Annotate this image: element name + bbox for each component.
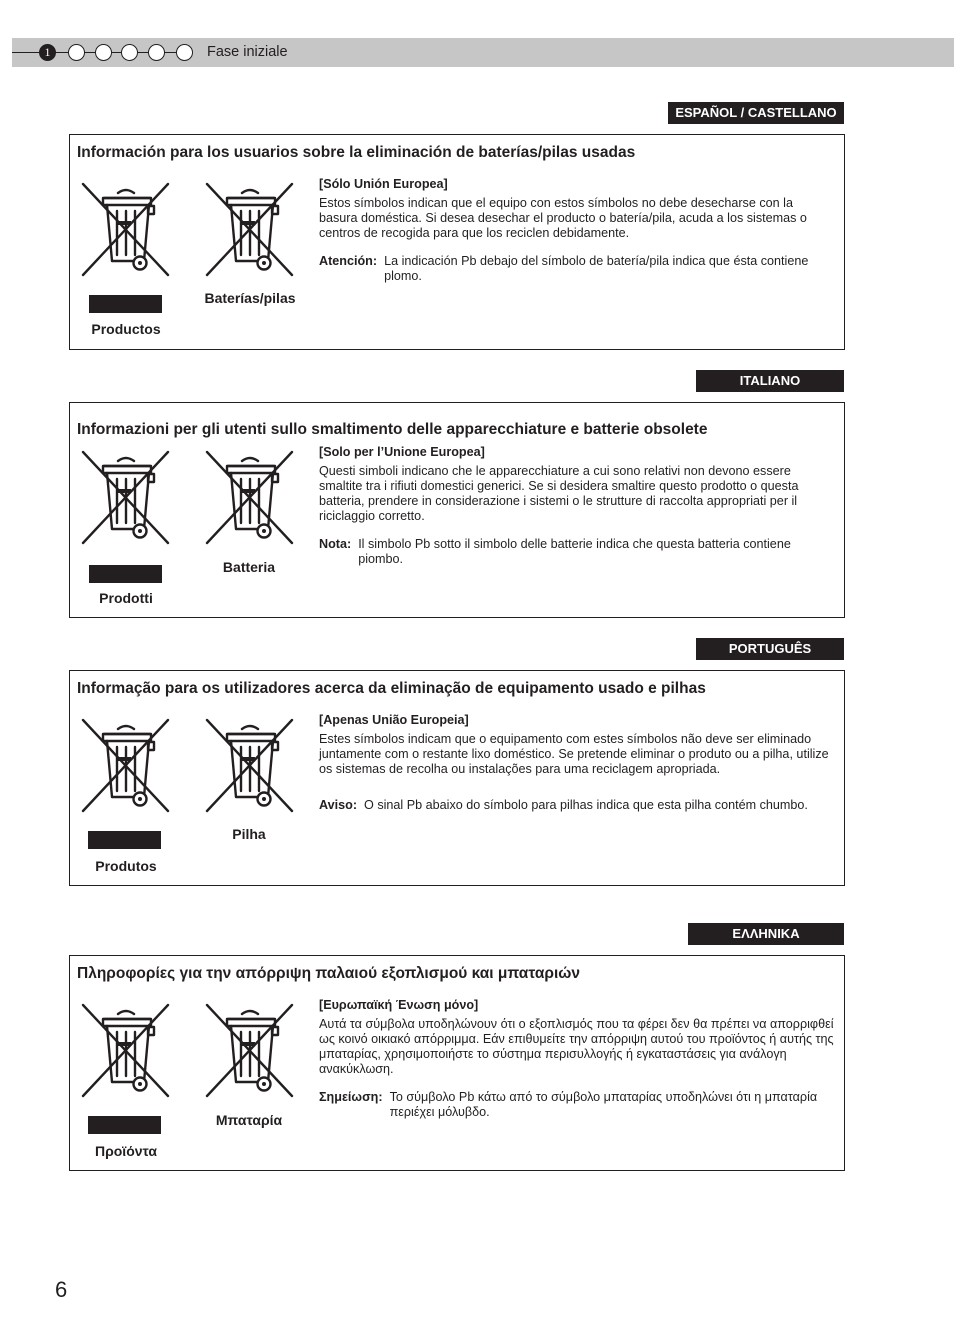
- disposal-text: [319, 445, 834, 567]
- region-heading: [Solo per l’Unione Europea]: [319, 445, 485, 459]
- crossed-out-wheeled-bin-icon: [78, 179, 174, 279]
- product-date-bar: [89, 565, 162, 583]
- crossed-out-wheeled-bin-icon: [202, 179, 298, 279]
- note: [319, 537, 834, 567]
- caption-products: Productos: [91, 321, 161, 337]
- disposal-body: Questi simboli indicano che le apparecchiature a cui sono relativi non devono essere smaltite tra i rifiuti domestici generici. Se si desidera smaltire questo prodotto o questa batteria, prendere in considerazione i sistemi o le strutture di raccolta appropriati per il riciclaggio corretto.: [319, 464, 799, 523]
- disposal-text: [319, 713, 834, 813]
- region-heading: [Ευρωπαϊκή Ένωση μόνο]: [319, 998, 479, 1012]
- disposal-panel-spanish: [69, 134, 845, 350]
- disposal-text: [319, 177, 834, 284]
- note-text: Il simbolo Pb sotto il simbolo delle batterie indica che questa batteria contiene piombo.: [358, 537, 791, 566]
- step-indicator-5: [148, 44, 165, 61]
- caption-battery: Baterías/pilas: [204, 290, 296, 306]
- note: [319, 1090, 834, 1120]
- note-label: Atención:: [319, 254, 378, 268]
- step-indicator-4: [121, 44, 138, 61]
- panel-title: Informazioni per gli utenti sullo smaltimento delle apparecchiature e batterie obsolete: [77, 421, 708, 438]
- language-tab-italian: ITALIANO: [696, 370, 844, 392]
- step-indicator-1: 1: [39, 44, 56, 61]
- step-indicator-3: [95, 44, 112, 61]
- product-date-bar: [88, 1116, 161, 1134]
- note-text: La indicación Pb debajo del símbolo de batería/pila indica que ésta contiene plomo.: [384, 254, 809, 283]
- header-title: Fase iniziale: [207, 44, 288, 60]
- crossed-out-wheeled-bin-icon: [202, 715, 298, 815]
- note-label: Nota:: [319, 537, 352, 551]
- disposal-body: Estos símbolos indican que el equipo con estos símbolos no debe desecharse con la basura doméstica. Si desea desechar el producto o batería/pila, acuda a los sistemas o centros de recogida para que los reciclen debidamente.: [319, 196, 807, 240]
- crossed-out-wheeled-bin-icon: [202, 447, 298, 547]
- note-label: Aviso:: [319, 798, 358, 812]
- note-text: Το σύμβολο Pb κάτω από το σύμβολο μπαταρίας υποδηλώνει ότι η μπαταρία περιέχει μόλυβδο.: [389, 1090, 818, 1119]
- caption-battery: Batteria: [222, 559, 276, 575]
- product-date-bar: [88, 831, 161, 849]
- crossed-out-wheeled-bin-icon: [202, 1000, 298, 1100]
- language-tab-spanish: ESPAÑOL / CASTELLANO: [668, 102, 844, 124]
- disposal-panel-portuguese: [69, 670, 845, 886]
- caption-products: Prodotti: [99, 590, 153, 606]
- disposal-panel-greek: [69, 955, 845, 1171]
- caption-products: Produtos: [95, 858, 157, 874]
- product-date-bar: [89, 295, 162, 313]
- crossed-out-wheeled-bin-icon: [78, 715, 174, 815]
- language-tab-portuguese: PORTUGUÊS: [696, 638, 844, 660]
- region-heading: [Sólo Unión Europea]: [319, 177, 448, 191]
- region-heading: [Apenas União Europeia]: [319, 713, 469, 727]
- step-indicator-2: [68, 44, 85, 61]
- disposal-body: Estes símbolos indicam que o equipamento com estes símbolos não deve ser eliminado juntamente com o restante lixo doméstico. Se pretende eliminar o produto ou a pilha, utilize os sistemas de recolha ou instalações para uma reciclagem apropriada.: [319, 732, 829, 776]
- crossed-out-wheeled-bin-icon: [78, 1000, 174, 1100]
- panel-title: Πληροφορίες για την απόρριψη παλαιού εξοπλισμού και μπαταριών: [77, 965, 580, 982]
- language-tab-greek: ΕΛΛΗΝΙΚΑ: [688, 923, 844, 945]
- note: [319, 798, 834, 813]
- note: [319, 254, 834, 284]
- disposal-panel-italian: [69, 402, 845, 618]
- page-number: 6: [55, 1277, 68, 1302]
- disposal-body: Αυτά τα σύμβολα υποδηλώνουν ότι ο εξοπλισμός που τα φέρει δεν θα πρέπει να απορριφθεί ως κοινό οικιακό απόρριμμα. Εάν επιθυμείτε την απόρριψη αυτού του προϊόντος ή αυτής της μπαταρίας, χρησιμοποιήστε το σύστημα περισυλλογής ή εγκαταστάσεις για ανάλογη ανακύκλωση.: [319, 1017, 834, 1076]
- panel-title: Información para los usuarios sobre la eliminación de baterías/pilas usadas: [77, 144, 636, 161]
- step-indicator-6: [176, 44, 193, 61]
- caption-products: Προϊόντα: [94, 1143, 157, 1159]
- caption-battery: Pilha: [232, 826, 266, 842]
- note-text: O sinal Pb abaixo do símbolo para pilhas indica que esta pilha contém chumbo.: [364, 798, 808, 812]
- disposal-text: [319, 998, 834, 1120]
- caption-battery: Μπαταρία: [215, 1112, 283, 1128]
- note-label: Σημείωση:: [319, 1090, 383, 1104]
- panel-title: Informação para os utilizadores acerca da eliminação de equipamento usado e pilhas: [77, 680, 706, 697]
- crossed-out-wheeled-bin-icon: [78, 447, 174, 547]
